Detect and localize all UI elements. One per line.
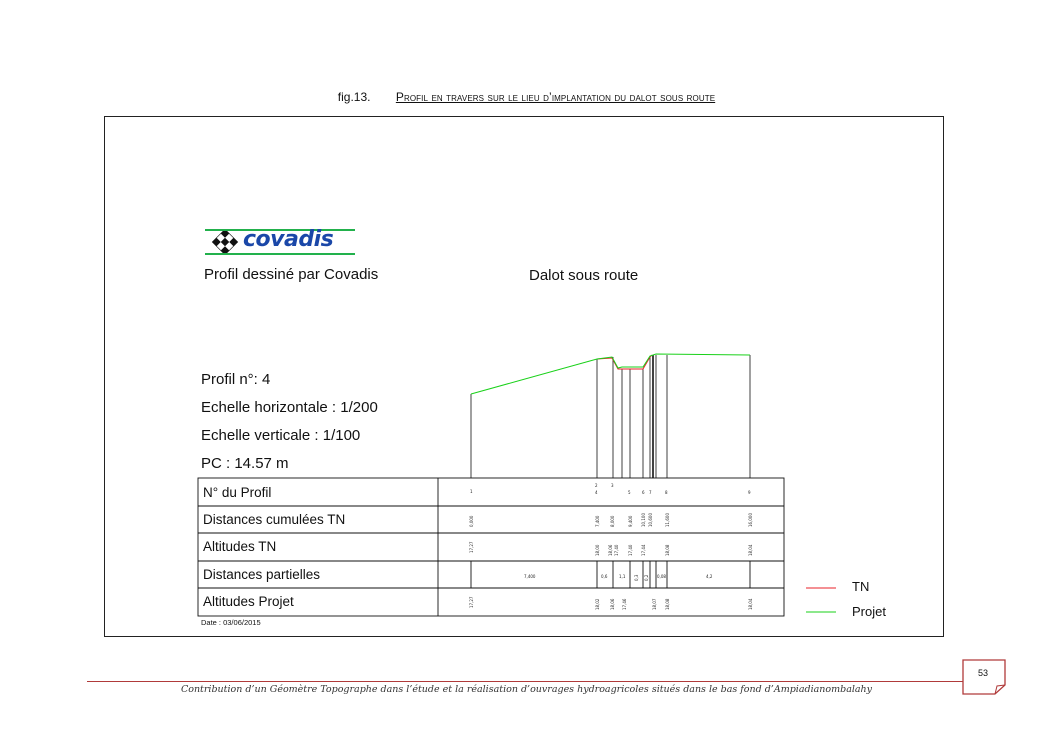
profile-verticals [471, 355, 750, 478]
part-dist-4: 0,2 [644, 574, 649, 581]
part-dist-3: 0,3 [634, 574, 639, 581]
tn-alt-1: 18,00 [595, 544, 600, 556]
drawing-date: Date : 03/06/2015 [201, 618, 261, 627]
cum-dist-5: 10,600 [648, 513, 653, 527]
cum-dist-3: 9,400 [628, 515, 633, 527]
profile-no-7: 7 [649, 490, 652, 495]
tn-alt-5: 17,44 [641, 544, 646, 556]
project-heading: Dalot sous route [529, 267, 639, 284]
project-profile-line [471, 354, 750, 394]
row-label-cumulative: Distances cumulées TN [203, 512, 346, 527]
proj-alt-5: 18,08 [665, 598, 670, 610]
row-label-project-altitude: Altitudes Projet [203, 594, 294, 609]
cum-dist-6: 11,600 [665, 513, 670, 527]
cum-dist-2: 8,000 [610, 515, 615, 527]
tn-alt-7: 18,04 [748, 544, 753, 556]
cum-dist-7: 16,000 [748, 513, 753, 527]
proj-alt-6: 18,04 [748, 598, 753, 610]
tn-alt-4: 17,40 [628, 544, 633, 556]
row-label-profile-no: N° du Profil [203, 485, 272, 500]
footer-rule [87, 681, 963, 682]
figure-number: fig.13. [337, 90, 371, 104]
cum-dist-4: 10,100 [641, 513, 646, 527]
cum-dist-0: 0,000 [469, 515, 474, 527]
proj-alt-3: 17,46 [622, 598, 627, 610]
proj-alt-4: 18,07 [652, 598, 657, 610]
cum-dist-1: 7,400 [595, 515, 600, 527]
proj-alt-2: 18,06 [610, 598, 615, 610]
tn-alt-2: 18,06 [608, 544, 613, 556]
part-dist-2: 1,1 [619, 574, 626, 579]
part-dist-0: 7,400 [524, 574, 536, 579]
page-number: 53 [978, 668, 989, 678]
profile-no-8: 8 [665, 490, 668, 495]
profile-table [198, 478, 784, 616]
reference-plane: PC : 14.57 m [201, 455, 289, 472]
logo-wordmark: covadis [243, 227, 334, 252]
profile-no-1: 1 [470, 489, 473, 494]
vertical-scale: Echelle verticale : 1/100 [201, 427, 361, 444]
profile-no-6: 6 [642, 490, 645, 495]
profile-no-5: 5 [628, 490, 631, 495]
tn-alt-0: 17,27 [469, 541, 474, 553]
proj-alt-1: 18,02 [595, 598, 600, 610]
horizontal-scale: Echelle horizontale : 1/200 [201, 399, 378, 416]
row-label-partial: Distances partielles [203, 567, 321, 582]
profile-number: Profil n°: 4 [201, 371, 271, 388]
part-dist-6: 4,2 [706, 574, 713, 579]
part-dist-1: 0,6 [601, 574, 608, 579]
profile-no-4: 4 [595, 490, 598, 495]
tn-alt-6: 18,08 [665, 544, 670, 556]
legend-projet-label: Projet [852, 604, 886, 619]
profile-no-9: 9 [748, 490, 751, 495]
legend-tn-label: TN [852, 579, 870, 594]
profile-no-2: 2 [595, 483, 598, 488]
proj-alt-0: 17,27 [469, 596, 474, 608]
footer-text: Contribution d’un Géomètre Topographe dans l’étude et la réalisation d’ouvrages hydroagricoles situés dans le bas fond d’Ampiadianombalahy [180, 684, 873, 695]
part-dist-5: 0,08 [657, 574, 666, 579]
drawn-by-heading: Profil dessiné par Covadis [204, 266, 379, 283]
row-label-tn-altitude: Altitudes TN [203, 539, 277, 554]
figure-title: Profil en travers sur le lieu d’implantation du dalot sous route [395, 90, 716, 104]
tn-alt-3: 17,40 [614, 544, 619, 556]
profile-no-3: 3 [611, 483, 614, 488]
